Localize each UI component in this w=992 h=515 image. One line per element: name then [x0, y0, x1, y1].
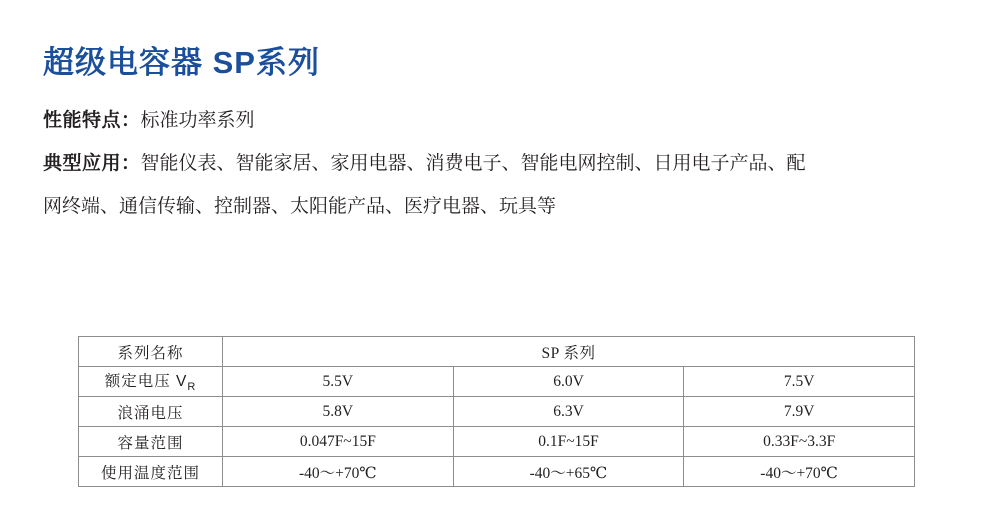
- table-row: [79, 397, 915, 427]
- cell-rated-voltage-2: 6.0V: [453, 367, 684, 397]
- page-title: 超级电容器 SP系列: [43, 45, 320, 80]
- applications-row-first: [43, 154, 952, 175]
- row-header-series-name: 系列名称: [79, 337, 223, 367]
- cell-series-value: SP 系列: [223, 337, 915, 367]
- row-header-rated-voltage-text: 额定电压 V: [104, 373, 188, 391]
- cell-surge-voltage-1: 5.8V: [223, 397, 454, 427]
- applications-label: 典型应用：: [43, 153, 141, 175]
- cell-surge-voltage-3: 7.9V: [684, 397, 915, 427]
- spec-table-wrapper: [78, 336, 915, 487]
- row-header-temperature-range: 使用温度范围: [79, 457, 223, 487]
- table-row: [79, 367, 915, 397]
- row-header-rated-voltage-subscript: R: [187, 381, 197, 394]
- cell-temperature-1: -40～+70℃: [223, 457, 454, 487]
- applications-line-2: 网终端、通信传输、控制器、太阳能产品、医疗电器、玩具等: [43, 195, 557, 217]
- applications-line-1: 智能仪表、智能家居、家用电器、消费电子、智能电网控制、日用电子产品、配: [140, 153, 806, 175]
- cell-capacitance-1: 0.047F~15F: [223, 427, 454, 457]
- spec-table: [78, 336, 915, 487]
- features-label: 性能特点：: [43, 110, 141, 132]
- table-row: [79, 337, 915, 367]
- cell-temperature-3: -40～+70℃: [684, 457, 915, 487]
- cell-rated-voltage-1: 5.5V: [223, 367, 454, 397]
- cell-temperature-2: -40～+65℃: [453, 457, 684, 487]
- cell-surge-voltage-2: 6.3V: [453, 397, 684, 427]
- cell-capacitance-3: 0.33F~3.3F: [684, 427, 915, 457]
- features-value: 标准功率系列: [140, 110, 255, 132]
- cell-capacitance-2: 0.1F~15F: [453, 427, 684, 457]
- cell-rated-voltage-3: 7.5V: [684, 367, 915, 397]
- features-row: [43, 111, 952, 132]
- row-header-capacitance-range: 容量范围: [79, 427, 223, 457]
- table-row: [79, 457, 915, 487]
- applications-row-second: [43, 197, 952, 218]
- row-header-rated-voltage: [79, 367, 223, 397]
- row-header-surge-voltage: 浪涌电压: [79, 397, 223, 427]
- spec-block: [43, 111, 952, 218]
- table-row: [79, 427, 915, 457]
